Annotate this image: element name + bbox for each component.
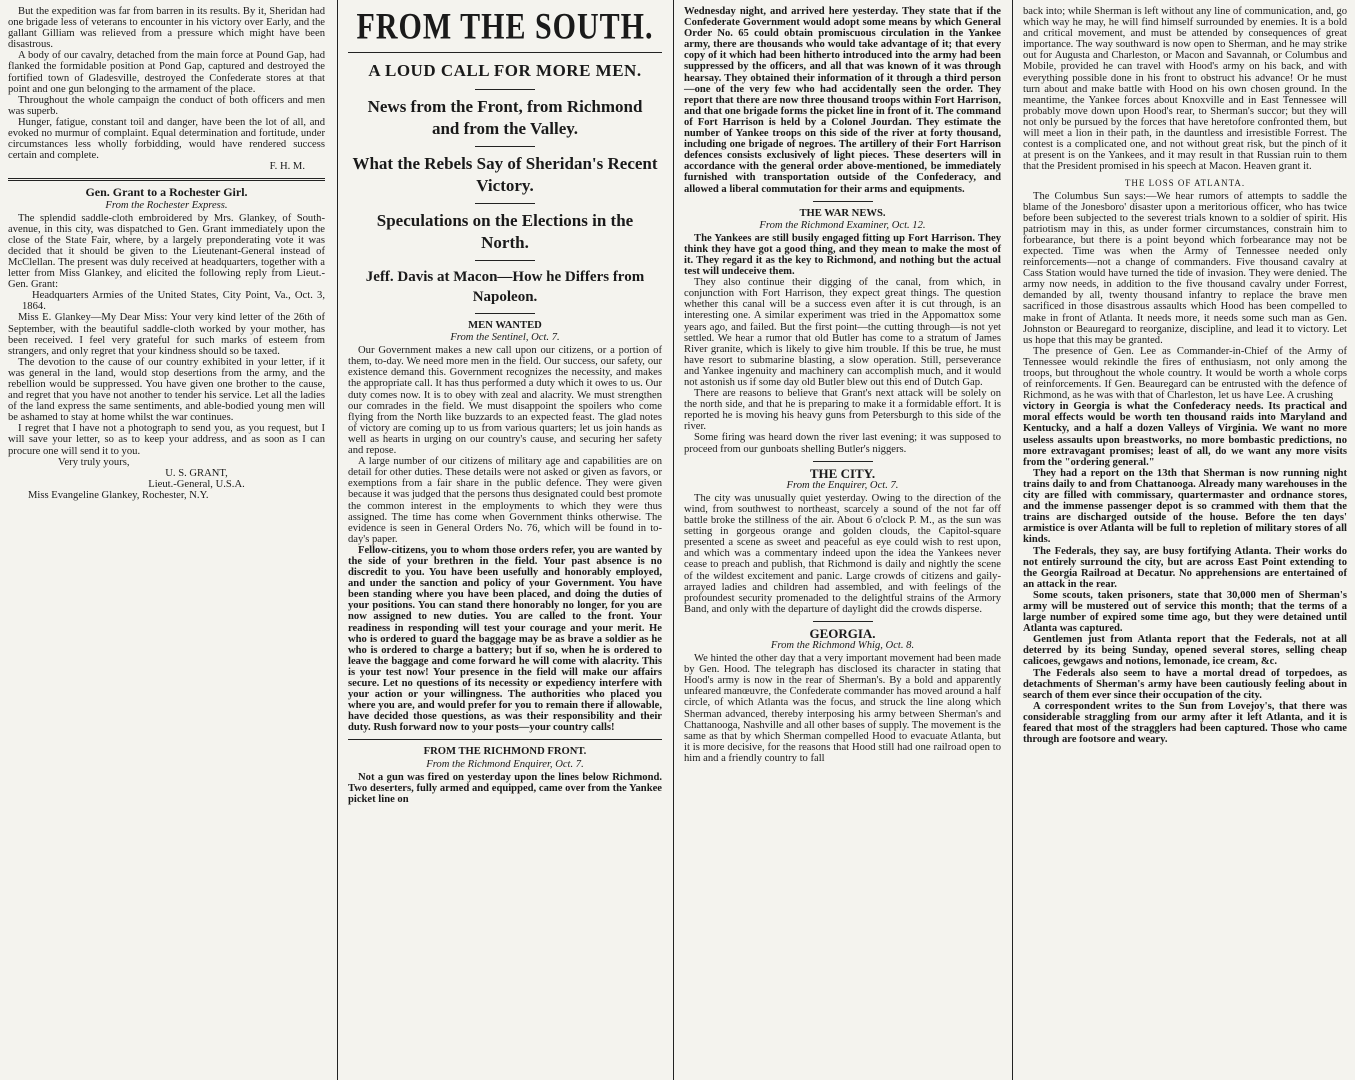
rule [348,739,662,740]
men-wanted-source: From the Sentinel, Oct. 7. [450,332,560,344]
letter-addressee: Miss Evangeline Glankey, Rochester, N.Y. [28,489,209,501]
letter-headquarters: Headquarters Armies of the United States, City Point, Va., Oct. 3, 1864. [22,290,325,313]
subheading: News from the Front, from Richmond and from the Valley. [367,97,643,138]
column-rule [673,0,674,1080]
rule [475,89,535,90]
rule [813,461,873,462]
column-rule [1012,0,1013,1080]
rule [348,52,662,53]
article-paragraph: The city was unusually quiet yesterday. Owing to the direction of the wind, from southwest to northeast, scarcely a sound of the not far off battle broke the stillness of the air. About 6 o'clock P. M., as the sun was setting in gorgeous orange and golden clouds, the Capitol-square presented a scene as sweet and peaceful as eye could wish to rest upon, and which was a commentary indeed upon the idea the Yankees never cease to preach and publish, that Richmond is daily and nightly the scene of the wildest excitement and panic. Large crowds of citizens and gaily-arrayed ladies and children had assembled, and with feelings of the profoundest security promenaded to the delightful strains of the Armory Band, and only with the departure of daylight did the crowds disperse. [684,492,1001,615]
war-news-source: From the Richmond Examiner, Oct. 12. [759,219,926,231]
letter-paragraph: I regret that I have not a photograph to send you, as you request, but I will save your letter, so as to keep your address, and as soon as I can procure one will send it to you. [8,423,325,457]
article-paragraph: Wednesday night, and arrived here yesterday. They state that if the Confederate Government would adopt some means by which General Order No. 65 could obtain promiscuous circulation in the Yankee army, there are thousands who would take advantage of it; that every copy of it which had been hitherto introduced into the army had been suppressed by the officers, and all that was known of it was through hearsay. They obtained their information of it through a third person—one of the very few who had accidentally seen the order. They report that there are now three thousand troops within Fort Harrison, and that one brigade forms the picket line in front of it. The command of Fort Harrison is held by a Colonel Jourdan. They estimate the number of Yankee troops on this side of the river at forty thousand, including one brigade of negroes. The artillery of their Fort Harrison defences consists exclusively of light pieces. These deserters will in accordance with the general order above-mentioned, be immediately furnished with transportation outside of the Confederacy, and allowed a liberal commutation for their arms and equipments. [684,6,1001,195]
column-1 [0,0,333,1080]
subheading: A LOUD CALL FOR MORE MEN. [368,61,642,80]
article-paragraph: We hinted the other day that a very important movement had been made by Gen. Hood. The telegraph has disclosed its character in stating that Hood's army is now in the rear of Sherman's. By a bold and apparently unfeared manœuvre, the Confederate commander has moved around a half circle, of which Atlanta was the focus, and struck the line along which Sherman advanced, thereby interposing his army between Sherman's and Chattanooga, Nashville and all other bases of supply. The movement is the same as that by which Sherman compelled Hood to evacuate Atlanta, but it is more decisive, for the reasons that Hood still had one railroad open to him and a friendly country to fall [684,653,1001,764]
article-paragraph: The Yankees are still busily engaged fitting up Fort Harrison. They think they have got a good thing, and they mean to make the most of it. They regard it as the key to Richmond, and nothing but the actual test will undeceive them. [684,232,1001,278]
column-4 [1015,0,1355,1080]
column-rule [337,0,338,1080]
rule [475,313,535,314]
rule [475,203,535,204]
article-paragraph: Some scouts, taken prisoners, state that 30,000 men of Sherman's army will be mustered out of service this month; that the terms of a large number of expired some time ago, but they were detained until Atlanta was captured. [1023,589,1347,635]
grant-article-heading: Gen. Grant to a Rochester Girl. [85,185,248,200]
article-paragraph: Hunger, fatigue, constant toil and danger, have been the lot of all, and evoked no murmur of complaint. Equal determination and fortitude, under circumstances less wholly forbidding, would have rendered success certain and complete. [8,116,325,162]
letter-signature-title: Lieut.-General, U.S.A. [148,478,245,490]
rule [475,260,535,261]
war-news-heading: THE WAR NEWS. [799,207,886,219]
article-paragraph: The Columbus Sun says:—We hear rumors of attempts to saddle the blame of the Jonesboro' disaster upon a meritorious officer, who has twice before been subjected to the severest trials known to a soldier of spirit. His patriotism may in this, as under former circumstances, constrain him to forbearance, but there is a point beyond which forbearance may not be expected. Time was when the Army of Tennessee needed only reinforcements—not a change of commanders. Five thousand cavalry at Cass Station would have turned the tide of invasion. They were denied. The army now needs, in addition to the five thousand cavalry under Forrest, demanded by all, twenty thousand infantry to replace the brave men sacrificed in those disastrous assaults which Hood has been compelled to make in front of Atlanta. It needs more, it needs some such man as Gen. Johnston or Beauregard to reorganize, discipline, and lead it to victory. Let us hope that this may be granted. [1023,190,1347,346]
letter-paragraph: Miss E. Glankey—My Dear Miss: Your very kind letter of the 26th of September, with the beautiful saddle-cloth worked by your mother, has been received. I feel very grateful for such marks of esteem from strangers, and only regret that your kindness should so be taxed. [8,312,325,357]
city-source: From the Enquirer, Oct. 7. [786,479,899,491]
atlanta-heading: THE LOSS OF ATLANTA. [1124,178,1246,189]
men-wanted-heading: MEN WANTED [468,320,542,331]
article-paragraph: They had a report on the 13th that Sherman is now running night trains daily to and from Chattanooga. Already many warehouses in the city are filled with commissary, quartermaster and ordnance stores, and the immense passenger depot is so crammed with them that the trains are discharged outside of the house. Before the ten days' armistice is over Atlanta will be full to repletion of military stores of all kinds. [1023,467,1347,546]
column-3 [676,0,1009,1080]
georgia-source: From the Richmond Whig, Oct. 8. [770,639,915,651]
article-signature: F. H. M. [269,161,305,173]
richmond-front-heading: FROM THE RICHMOND FRONT. [423,746,587,758]
page-title: FROM THE SOUTH. [356,5,654,47]
article-paragraph: A correspondent writes to the Sun from Lovejoy's, that there was considerable straggling from our army after it left Atlanta, and it is feared that most of the stragglers had been captured. Those who came through are footsore and weary. [1023,700,1347,746]
richmond-front-source: From the Richmond Enquirer, Oct. 7. [426,758,584,770]
article-paragraph: The presence of Gen. Lee as Commander-in-Chief of the Army of Tennessee would rekindle the fires of enthusiasm, not only among the troops, but throughout the whole country. It would be worth a whole corps of reinforcements. If Gen. Beauregard can be entrusted with the defence of Richmond, as he was with that of Charleston, let us have Lee. A crushing [1023,345,1347,402]
rule [813,621,873,622]
article-paragraph: Some firing was heard down the river last evening; it was supposed to proceed from our gunboats shelling Butler's niggers. [684,432,1001,455]
article-paragraph: Our Government makes a new call upon our citizens, or a portion of them, to-day. We need more men in the field. Our success, our safety, our existence demand this. Government recognizes the necessity, and makes the appropriate call. It has thus performed a duty which it owes to us. Our duty comes now. It is to obey with zeal and alacrity. We must strengthen our comrades in the field. We must disappoint the spoilers who come flying from the North like buzzards to an expected feast. The glad notes of victory are coming up to us from various quarters; let us join hands as well as hearts in urging on our country's cause, and securing her safety and repose. [348,345,662,457]
column-2 [340,0,670,1080]
article-paragraph: There are reasons to believe that Grant's next attack will be solely on the north side, and that he is preparing to make it a formidable effort. It is reported he is moving his heavy guns from Petersburgh to this side of the river. [684,388,1001,433]
letter-paragraph: The devotion to the cause of our country exhibited in your letter, if it was general in the land, would stop desertions from the army, and the rebellion would be suppressed. You have given one brother to the cause, and regret that you have not another to tender his service. Let all the ladies of the land express the same sentiments, and able-bodied young men will be ashamed to stay at home whilst the war continues. [8,356,325,424]
article-paragraph: The Federals, they say, are busy fortifying Atlanta. Their works do not entirely surround the city, but are across East Point extending to the Georgia Railroad at Decatur. No apprehensions are entertained of an attack in the rear. [1023,545,1347,590]
city-heading: THE CITY. [809,465,876,481]
article-paragraph: A large number of our citizens of military age and capabilities are on detail for other duties. These details were not asked or given as favors, or exemptions from a fair share in the public defence. They were given because it was judged that the persons thus designated could best promote the common interest in the employments to which they were thus assigned. The time has come when Government thinks otherwise. The evidence is seen in General Orders No. 76, which will be found in to-day's paper. [348,456,662,545]
rule [813,201,873,202]
article-paragraph: The Federals also seem to have a mortal dread of torpedoes, as detachments of Sherman's army have been cautiously feeling about in search of them ever since their occupation of the city. [1023,667,1347,701]
subheading: Jeff. Davis at Macon—How he Differs from Napoleon. [365,269,645,305]
letter-closing: Very truly yours, [58,456,130,468]
article-paragraph: The splendid saddle-cloth embroidered by Mrs. Glankey, of South-avenue, in this city, was dispatched to Gen. Grant immediately upon the close of the State Fair, where, by a largely preponderating vote it was decided that it should be given to the Lieutenant-General instead of McClellan. The present was duly received at headquarters, together with a letter from Miss Glankey, and elicited the following reply from Lieut.-Gen. Grant: [8,212,325,291]
article-paragraph: Fellow-citizens, you to whom those orders refer, you are wanted by the side of your brethren in the field. Your past absence is no discredit to you. You have been usefully and honorably employed, and under the sanction and policy of your Government. You have been standing where you have been placed, and doing the duties of your positions. You can stand there honorably no longer, for you are now assigned to new duties. You are called to the front. Your readiness in responding will test your courage and your merit. He who is ordered to guard the baggage may be as brave a soldier as he who is ordered to charge a battery; but if so, when he is ordered to leave the baggage and come forward he will come with alacrity. This is your test now! Your presence in the field will make our affairs secure. Let no questions of its necessity or expediency interfere with your action or your willingness. The authorities who placed you where you are, and would prefer for you to remain there if allowable, have decided those questions, as was their responsibility and their duty. Rush forward now to your posts—your country calls! [348,544,662,734]
article-paragraph: Not a gun was fired on yesterday upon the lines below Richmond. Two deserters, fully armed and equipped, came over from the Yankee picket line on [348,771,662,805]
subheading: What the Rebels Say of Sheridan's Recent Victory. [352,154,658,195]
rule [475,146,535,147]
grant-article-source: From the Rochester Express. [105,199,228,211]
subheading: Speculations on the Elections in the North. [376,211,634,252]
letter-signature: U. S. GRANT, [165,467,228,479]
article-paragraph: Gentlemen just from Atlanta report that the Federals, not at all deterred by its being Sunday, opened several stores, selling cheap calicoes, gewgaws and notions, lemonade, ice cream, &c. [1023,634,1347,668]
article-paragraph: victory in Georgia is what the Confederacy needs. Its practical and moral effects would be worth ten thousand raids into Maryland and Kentucky, and a half a dozen Valleys of Virginia. We want no more useless assaults upon breastworks, no more bombastic predictions, no more extravagant promises; least of all, do we want any more visits from the "ordering general." [1023,401,1347,468]
article-paragraph: They also continue their digging of the canal, from which, in conjunction with Fort Harrison, they expect great things. The question whether this canal will be a success even after it is cut through, is an interesting one. A similar experiment was tried in the Appomattox some years ago, and failed. But the first point—the cutting through—is not yet settled. We hear a rumor that old Butler has come to a stratum of James River granite, which is likely to give him trouble. If this be true, he must have resort to submarine blasting, a slow operation. Still, perseverance and Yankee ingenuity and machinery can accomplish much, and it would not astonish us if some day old Butler blew out this end of Dutch Gap. [684,277,1001,388]
article-paragraph: A body of our cavalry, detached from the main force at Pound Gap, had flanked the formidable position at Pond Gap, captured and destroyed the fortified town of Gladesville, destroyed the Confederate stores at that point and one gun belonging to the armament of the place. [8,50,325,95]
article-paragraph: Throughout the whole campaign the conduct of both officers and men was superb. [8,94,325,117]
georgia-heading: GEORGIA. [809,625,876,641]
article-paragraph: back into; while Sherman is left without any line of communication, and, go which way he may, he will find himself surrounded by enemies. It is a bold and critical movement, and must be attended by consequences of great importance. The way southward is now open to Sherman, and he may strike out for Augusta and Charleston, or Macon and Savannah, or Columbus and Mobile, provided he can travel with Hood's army on his back, and with everything possible done in his front to obstruct his advance! Or he must turn about and make battle with Hood on his own chosen ground. In the meantime, the Yankee forces about Knoxville and in East Tennessee will probably move down upon Hood's rear, to Sherman's succor; but they will not only be pursued by the forces that have heretofore confronted them, but will meet a lion in their path, in the dauntless and irresistible Forrest. The contest is a complicated one, and not without great risk, but the pinch of it at present is on the Yankees, and it may result in that Russian ruin to them that the President promised in his speech at Macon. Heaven grant it. [1023,6,1347,173]
article-paragraph: But the expedition was far from barren in its results. By it, Sheridan had one brigade less of veterans to encounter in his victory over Early, and the gallant Gilliam was relieved from a pressure which might have been disastrous. [8,6,325,51]
column-divider [8,178,325,181]
